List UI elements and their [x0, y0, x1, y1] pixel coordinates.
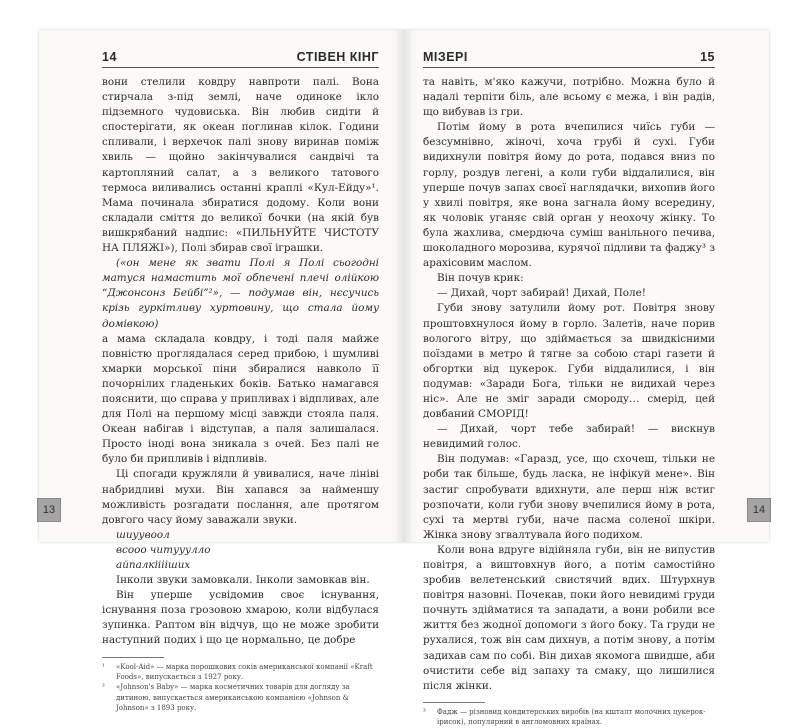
paragraph: Він уперше усвідомив своє існування, існування поза грозовою хмарою, коли відбулася зупинка. Раптом він відчув, що не може зробити наступний подих і що це нормально, це добре: [102, 589, 379, 647]
footnote-marker: ¹: [102, 662, 105, 671]
right-running-title: МІЗЕРІ: [423, 50, 468, 64]
left-page: [39, 30, 404, 713]
footnote: [102, 662, 379, 683]
paragraph: вони стелили ковдру навпроти палі. Вона стирчала з-під землі, наче одиноке ікло підземного чудовиська. Він любив сидіти й спостерігати, як океан поглинав кілок. Години спливали, і верхечок палі знову виринав поміж хвиль — щойно закінчувалися сандвічі та картопляний салат, а з великого татового термоса виливались останні краплі «Кул-Ейду»¹. Мама починала збиратися додому. Коли вони складали сміття до великої бочки (на якій був вишкрябаний надпис: «ПИЛЬНУЙТЕ ЧИСТОТУ НА ПЛЯЖІ»), Полі збирав свої іграшки.: [102, 76, 379, 255]
right-page: [404, 30, 769, 727]
right-folio-badge: 14: [747, 498, 771, 522]
left-page-number: 14: [102, 50, 117, 64]
footnote-text: «Kool-Aid» — марка порошкових соків американської компанії «Kraft Foods», випускається з 1927 року.: [116, 662, 373, 681]
left-running-head: [102, 50, 379, 68]
paragraph: Потім йому в рота вчепилися чиїсь губи — безсумнівно, жіночі, хоча грубі й сухі. Губи видихнули повітря йому до рота, подався вниз по горлу, роздув легені, а коли губи віддалилися, він уперше почув запах своєї наглядачки, вихопив його у хвилі повітря, яке вона загнала йому всередину, як чоловік уганяє свій орган у неохочу жінку. То була жахлива, смердюча суміш ванільного печива, шоколадного морозива, курячої підливи та фаджу³ з арахісовим маслом.: [423, 121, 715, 270]
verse-line: шиуувоол: [116, 528, 170, 541]
paragraph: Він почув крик:: [437, 272, 524, 285]
book-spread: [39, 30, 769, 727]
paragraph: та навіть, м'яко кажучи, потрібно. Можна було й надалі терпіти біль, але всьому є межа, і він радів, що вибував із гри.: [423, 76, 715, 119]
right-body-text: [423, 75, 715, 694]
footnote-rule: [423, 702, 485, 703]
footnote: [423, 707, 715, 728]
right-page-number: 15: [700, 50, 715, 64]
paragraph: Інколи звуки замовкали. Інколи замовкав він.: [116, 574, 370, 587]
footnote: [102, 682, 379, 713]
paragraph: Губи знову затулили йому рот. Повітря знову проштовхнулося йому в горло. Залетів, наче порив вологого вітру, що здіймається за швидкісними поїздами в метро й тягне за собою старі газети й обгортки від цукерок. Губи віддалилися, і він подумав: «Заради Бога, тільки не видихай через ніс». Але не зміг заради смороду… смерід, цей довбаний СМОРІД!: [423, 302, 715, 421]
paragraph: Він подумав: «Гаразд, усе, що схочеш, тільки не роби так більше, будь ласка, не інфікуй мене». Він застиг спробувати вдихнути, але перш ніж встиг розпочати, коли губи знову вчепилися йому в рота, сухі та мертві губи, наче пасма соленої шкіри. Жінка знову згвалтувала його подихом.: [423, 453, 715, 541]
footnote-rule: [102, 657, 164, 658]
left-folio-badge: 13: [37, 498, 61, 522]
footnote-marker: ³: [423, 707, 426, 716]
left-footnotes: [102, 657, 379, 714]
verse-line: всооо читууулло: [116, 543, 211, 556]
paragraph: («он мене як звати Полі я Полі сьогодні матуся намастить мої обпечені плечі олійкою “Джонсонз Бейбі”²», — подумав він, нєсучись крізь гуркітливу хуртовину, що стала йому домівкою): [102, 257, 379, 330]
paragraph: а мама складала ковдру, і тоді паля майже повністю проглядалася серед прибою, і шумливі хмарки морської піни збиралися навколо її почорнілих гладеньких боків. Батько намагався пояснити, що справа у припливах і відпливах, але для Полі на першому місці завжди стояла паля. Океан набігав і відступав, а паля залишалася. Просто іноді вона зникала з очей. Без палі не було би припливів і відпливів.: [102, 332, 379, 466]
left-body-text: [102, 75, 379, 649]
paragraph: — Дихай, чорт тебе забирай! — вискнув невидимий голос.: [423, 423, 715, 451]
left-running-title: СТІВЕН КІНГ: [296, 50, 379, 64]
right-footnotes: [423, 702, 715, 728]
footnote-marker: ²: [102, 683, 105, 692]
paragraph: Ці спогади кружляли й увивалися, наче лініві набридливі мухи. Він хапався за найменшу можливість розгадати послання, але протягом довгого часу йому заважали звуки.: [102, 468, 379, 526]
right-running-head: [423, 50, 715, 68]
paragraph: Коли вона вдруге відійняла губи, він не випустив повітря, а виштовхнув його, а потім самостійно зробив велетенський свистячий вдих. Штурхнув повітря назовні. Почекав, поки його невидимі груди почнуть здійматися та западати, а вони робили все життя без жодної допомоги з його боку. Та груди не рухалися, тож він сам дихнув, а потім знову, а потім задихав сам по собі. Він дихав якомога швидше, аби очистити себе від запаху та смаку, що лишилися після жінки.: [423, 543, 715, 692]
paragraph: — Дихай, чорт забирай! Дихай, Поле!: [437, 287, 646, 300]
footnote-text: «Johnson's Baby» — марка косметичних товарів для догляду за дитиною, випускається американською компанією «Johnson & Johnson» з 1893 року.: [116, 683, 350, 713]
verse-line: айпалкііііших: [116, 559, 191, 571]
footnote-text: Фадж — різновид кондитерських виробів (на кшталт молочних цукерок-ірисок), популярний в англомовних країнах.: [437, 707, 706, 727]
